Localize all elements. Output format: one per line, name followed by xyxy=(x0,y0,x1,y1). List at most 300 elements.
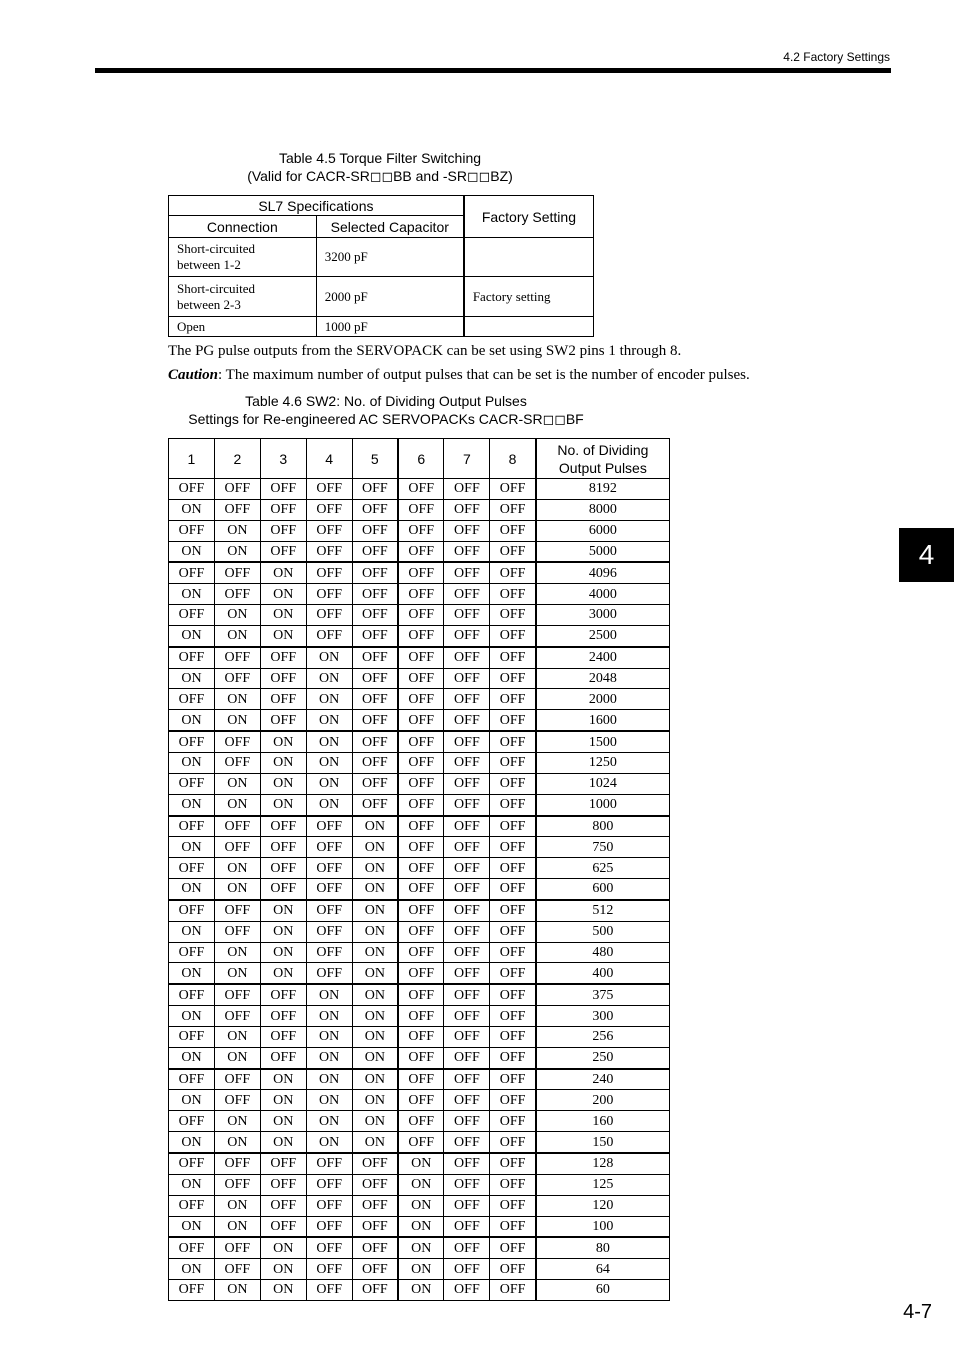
pulses-cell: 1500 xyxy=(536,731,670,752)
switch-cell: OFF xyxy=(444,942,490,963)
table-row xyxy=(169,520,670,541)
switch-cell: OFF xyxy=(169,731,215,752)
switch-cell: OFF xyxy=(398,794,444,815)
switch-cell: OFF xyxy=(306,858,352,879)
pulses-cell: 500 xyxy=(536,921,670,942)
switch-cell: ON xyxy=(352,984,398,1005)
pulses-cell: 160 xyxy=(536,1111,670,1132)
switch-cell: ON xyxy=(306,1090,352,1111)
switch-cell: ON xyxy=(306,731,352,752)
table-row xyxy=(169,562,670,583)
switch-cell: OFF xyxy=(444,1195,490,1216)
switch-cell: OFF xyxy=(444,668,490,689)
switch-cell: ON xyxy=(260,900,306,921)
switch-cell: OFF xyxy=(490,1237,536,1258)
switch-cell: OFF xyxy=(352,584,398,605)
pulses-cell: 64 xyxy=(536,1259,670,1280)
switch-cell: ON xyxy=(169,584,215,605)
switch-cell: ON xyxy=(214,794,260,815)
switch-cell: OFF xyxy=(260,858,306,879)
switch-cell: ON xyxy=(169,921,215,942)
switch-cell: OFF xyxy=(444,1174,490,1195)
switch-cell: OFF xyxy=(444,1237,490,1258)
switch-cell: OFF xyxy=(214,1259,260,1280)
pulses-cell: 125 xyxy=(536,1174,670,1195)
pulses-cell: 4096 xyxy=(536,562,670,583)
switch-cell: ON xyxy=(260,625,306,646)
pulses-cell: 80 xyxy=(536,1237,670,1258)
switch-cell: OFF xyxy=(490,1047,536,1068)
switch-cell: ON xyxy=(306,710,352,731)
pulses-cell: 128 xyxy=(536,1153,670,1174)
table-row xyxy=(169,837,670,858)
switch-cell: ON xyxy=(352,963,398,984)
switch-cell: OFF xyxy=(214,1174,260,1195)
switch-cell: OFF xyxy=(444,1153,490,1174)
switch-cell: ON xyxy=(214,520,260,541)
switch-cell: OFF xyxy=(444,773,490,794)
switch-cell: OFF xyxy=(398,499,444,520)
caution-paragraph xyxy=(168,367,750,384)
switch-cell: OFF xyxy=(490,773,536,794)
table-row xyxy=(169,816,670,837)
switch-cell: ON xyxy=(214,1216,260,1237)
switch-cell: OFF xyxy=(306,1237,352,1258)
switch-cell: OFF xyxy=(444,625,490,646)
switch-cell: OFF xyxy=(352,479,398,500)
switch-cell: ON xyxy=(169,1174,215,1195)
caution-text: : The maximum number of output pulses that can be set is the number of encoder pulses. xyxy=(218,367,750,383)
switch-cell: OFF xyxy=(169,1026,215,1047)
switch-cell: ON xyxy=(398,1259,444,1280)
switch-cell: ON xyxy=(260,1090,306,1111)
switch-cell: OFF xyxy=(444,879,490,900)
switch-cell: OFF xyxy=(398,900,444,921)
switch-cell: OFF xyxy=(490,921,536,942)
switch-cell: ON xyxy=(214,541,260,562)
switch-cell: OFF xyxy=(169,520,215,541)
switch-cell: ON xyxy=(169,710,215,731)
switch-cell: OFF xyxy=(352,794,398,815)
switch-cell: ON xyxy=(352,1132,398,1153)
switch-cell: ON xyxy=(352,837,398,858)
switch-cell: OFF xyxy=(490,1069,536,1090)
switch-cell: OFF xyxy=(444,1259,490,1280)
switch-cell: ON xyxy=(214,1047,260,1068)
switch-cell: ON xyxy=(352,879,398,900)
table-row xyxy=(169,921,670,942)
header-rule xyxy=(95,68,891,73)
switch-cell: OFF xyxy=(490,499,536,520)
switch-cell: ON xyxy=(260,1111,306,1132)
switch-cell: OFF xyxy=(444,1069,490,1090)
switch-cell: OFF xyxy=(169,1153,215,1174)
switch-cell: ON xyxy=(352,942,398,963)
switch-cell: OFF xyxy=(260,1026,306,1047)
table-row xyxy=(169,1280,670,1301)
pulses-cell: 200 xyxy=(536,1090,670,1111)
switch-cell: OFF xyxy=(260,879,306,900)
switch-cell: OFF xyxy=(169,1237,215,1258)
switch-cell: OFF xyxy=(398,858,444,879)
switch-cell: OFF xyxy=(169,900,215,921)
pulses-cell: 375 xyxy=(536,984,670,1005)
table-row xyxy=(169,1259,670,1280)
table-row xyxy=(169,479,670,500)
switch-cell: ON xyxy=(306,794,352,815)
table-row xyxy=(169,317,594,337)
switch-cell: ON xyxy=(169,499,215,520)
switch-cell: OFF xyxy=(260,541,306,562)
switch-cell: OFF xyxy=(444,1047,490,1068)
switch-cell: OFF xyxy=(169,605,215,626)
switch-cell: OFF xyxy=(398,584,444,605)
switch-cell: OFF xyxy=(352,1259,398,1280)
switch-cell: ON xyxy=(352,1006,398,1027)
switch-cell: ON xyxy=(169,752,215,773)
switch-cell: ON xyxy=(352,858,398,879)
switch-cell: OFF xyxy=(169,773,215,794)
switch-cell: OFF xyxy=(214,1153,260,1174)
switch-cell: ON xyxy=(214,689,260,710)
switch-cell: OFF xyxy=(490,1111,536,1132)
table45-caption-line1: Table 4.5 Torque Filter Switching xyxy=(278,150,482,166)
switch-cell: ON xyxy=(214,1111,260,1132)
switch-cell: OFF xyxy=(398,625,444,646)
header-connection: Connection xyxy=(169,216,317,238)
switch-cell: ON xyxy=(169,837,215,858)
switch-cell: ON xyxy=(169,1216,215,1237)
switch-cell: OFF xyxy=(490,520,536,541)
switch-cell: ON xyxy=(306,1069,352,1090)
switch-cell: OFF xyxy=(398,837,444,858)
table-row xyxy=(169,1111,670,1132)
switch-cell: OFF xyxy=(214,1090,260,1111)
header-pin-6: 6 xyxy=(398,439,444,479)
switch-cell: OFF xyxy=(306,1259,352,1280)
switch-cell: OFF xyxy=(490,1280,536,1301)
switch-cell: OFF xyxy=(490,584,536,605)
pulses-cell: 6000 xyxy=(536,520,670,541)
switch-cell: OFF xyxy=(306,921,352,942)
switch-cell: OFF xyxy=(444,1111,490,1132)
switch-cell: OFF xyxy=(260,499,306,520)
pulses-cell: 1024 xyxy=(536,773,670,794)
table-row xyxy=(169,1174,670,1195)
switch-cell: OFF xyxy=(490,816,536,837)
switch-cell: OFF xyxy=(352,1195,398,1216)
table-row xyxy=(169,668,670,689)
switch-cell: OFF xyxy=(306,499,352,520)
switch-cell: OFF xyxy=(444,816,490,837)
switch-cell: OFF xyxy=(306,605,352,626)
switch-cell: OFF xyxy=(214,479,260,500)
switch-cell: OFF xyxy=(490,689,536,710)
switch-cell: ON xyxy=(352,1026,398,1047)
table-row xyxy=(169,984,670,1005)
switch-cell: OFF xyxy=(490,1195,536,1216)
table46-caption-line1: Table 4.6 SW2: No. of Dividing Output Pulses xyxy=(245,393,527,409)
switch-cell: ON xyxy=(260,1280,306,1301)
switch-cell: ON xyxy=(260,752,306,773)
switch-cell: OFF xyxy=(214,668,260,689)
switch-cell: OFF xyxy=(306,1280,352,1301)
switch-cell: OFF xyxy=(490,1090,536,1111)
table-row xyxy=(169,1132,670,1153)
pulses-cell: 1600 xyxy=(536,710,670,731)
switch-cell: OFF xyxy=(260,710,306,731)
pulses-cell: 750 xyxy=(536,837,670,858)
switch-cell: OFF xyxy=(260,668,306,689)
pulses-cell: 256 xyxy=(536,1026,670,1047)
switch-cell: OFF xyxy=(444,541,490,562)
switch-cell: OFF xyxy=(444,900,490,921)
switch-cell: OFF xyxy=(352,731,398,752)
pulses-cell: 800 xyxy=(536,816,670,837)
switch-cell: OFF xyxy=(214,816,260,837)
switch-cell: OFF xyxy=(214,647,260,668)
table-row xyxy=(169,499,670,520)
switch-cell: OFF xyxy=(260,1216,306,1237)
switch-cell: OFF xyxy=(444,1026,490,1047)
switch-cell: ON xyxy=(398,1195,444,1216)
table-row xyxy=(169,942,670,963)
switch-cell: OFF xyxy=(444,984,490,1005)
switch-cell: ON xyxy=(398,1280,444,1301)
switch-cell: OFF xyxy=(214,752,260,773)
switch-cell: OFF xyxy=(352,1280,398,1301)
switch-cell: ON xyxy=(260,562,306,583)
switch-cell: OFF xyxy=(444,479,490,500)
table-row xyxy=(169,773,670,794)
switch-cell: ON xyxy=(169,1259,215,1280)
table-row xyxy=(169,1153,670,1174)
header-output-pulses: No. of Dividing Output Pulses xyxy=(536,439,670,479)
switch-cell: ON xyxy=(398,1237,444,1258)
pulses-cell: 3000 xyxy=(536,605,670,626)
switch-cell: OFF xyxy=(490,668,536,689)
switch-cell: OFF xyxy=(260,1006,306,1027)
switch-cell: ON xyxy=(169,1047,215,1068)
table-row xyxy=(169,625,670,646)
switch-cell: OFF xyxy=(352,1216,398,1237)
table-row xyxy=(169,794,670,815)
table-row xyxy=(169,1047,670,1068)
switch-cell: ON xyxy=(260,731,306,752)
switch-cell: ON xyxy=(306,1006,352,1027)
table-row xyxy=(169,1216,670,1237)
switch-cell: OFF xyxy=(490,858,536,879)
switch-cell: ON xyxy=(169,879,215,900)
header-pin-1: 1 xyxy=(169,439,215,479)
switch-cell: ON xyxy=(306,647,352,668)
switch-cell: OFF xyxy=(214,984,260,1005)
switch-cell: OFF xyxy=(444,731,490,752)
switch-cell: OFF xyxy=(490,541,536,562)
switch-cell: ON xyxy=(306,1047,352,1068)
table-row xyxy=(169,1006,670,1027)
switch-cell: ON xyxy=(352,1090,398,1111)
switch-cell: OFF xyxy=(490,963,536,984)
switch-cell: OFF xyxy=(352,1153,398,1174)
switch-cell: OFF xyxy=(444,1132,490,1153)
switch-cell: OFF xyxy=(306,479,352,500)
switch-cell: OFF xyxy=(260,1195,306,1216)
switch-cell: OFF xyxy=(352,689,398,710)
switch-cell: OFF xyxy=(398,1026,444,1047)
pulses-cell: 250 xyxy=(536,1047,670,1068)
pulses-cell: 512 xyxy=(536,900,670,921)
switch-cell: OFF xyxy=(352,562,398,583)
switch-cell: OFF xyxy=(444,710,490,731)
switch-cell: OFF xyxy=(398,816,444,837)
table-row xyxy=(169,752,670,773)
switch-cell: OFF xyxy=(444,689,490,710)
switch-cell: ON xyxy=(260,773,306,794)
switch-cell: OFF xyxy=(260,984,306,1005)
switch-cell: ON xyxy=(398,1153,444,1174)
switch-cell: ON xyxy=(169,963,215,984)
header-pin-4: 4 xyxy=(306,439,352,479)
switch-cell: OFF xyxy=(352,1174,398,1195)
switch-cell: OFF xyxy=(490,942,536,963)
switch-cell: ON xyxy=(214,858,260,879)
header-sl7-specifications: SL7 Specifications xyxy=(169,196,464,216)
table45-caption-line2: (Valid for CACR-SR◻◻BB and -SR◻◻BZ) xyxy=(247,168,513,184)
pulses-cell: 8192 xyxy=(536,479,670,500)
switch-cell: OFF xyxy=(398,879,444,900)
header-pin-5: 5 xyxy=(352,439,398,479)
switch-cell: ON xyxy=(214,1132,260,1153)
pulses-cell: 2500 xyxy=(536,625,670,646)
switch-cell: ON xyxy=(169,1090,215,1111)
switch-cell: ON xyxy=(214,1280,260,1301)
switch-cell: OFF xyxy=(490,752,536,773)
switch-cell: OFF xyxy=(398,668,444,689)
switch-cell: OFF xyxy=(398,984,444,1005)
switch-cell: OFF xyxy=(214,731,260,752)
switch-cell: ON xyxy=(169,794,215,815)
switch-cell: OFF xyxy=(444,858,490,879)
switch-cell: OFF xyxy=(169,479,215,500)
switch-cell: OFF xyxy=(352,668,398,689)
switch-cell: OFF xyxy=(306,879,352,900)
switch-cell: OFF xyxy=(260,816,306,837)
switch-cell: OFF xyxy=(490,1216,536,1237)
connection-cell: Short-circuited between 2-3 xyxy=(169,277,317,317)
switch-cell: ON xyxy=(214,625,260,646)
switch-cell: OFF xyxy=(214,1006,260,1027)
pulses-cell: 150 xyxy=(536,1132,670,1153)
pulses-cell: 60 xyxy=(536,1280,670,1301)
switch-cell: OFF xyxy=(214,837,260,858)
switch-cell: OFF xyxy=(260,520,306,541)
switch-cell: ON xyxy=(260,794,306,815)
switch-cell: OFF xyxy=(490,1026,536,1047)
switch-cell: OFF xyxy=(169,1195,215,1216)
switch-cell: OFF xyxy=(444,499,490,520)
switch-cell: OFF xyxy=(260,479,306,500)
table-row xyxy=(169,1237,670,1258)
switch-cell: OFF xyxy=(169,1111,215,1132)
switch-cell: OFF xyxy=(306,520,352,541)
switch-cell: OFF xyxy=(490,479,536,500)
pulses-cell: 240 xyxy=(536,1069,670,1090)
table46-caption-line2: Settings for Re-engineered AC SERVOPACKs CACR-SR◻◻BF xyxy=(188,411,584,427)
switch-cell: ON xyxy=(214,710,260,731)
switch-cell: OFF xyxy=(444,921,490,942)
switch-cell: ON xyxy=(260,921,306,942)
switch-cell: ON xyxy=(306,689,352,710)
switch-cell: OFF xyxy=(306,1216,352,1237)
switch-cell: OFF xyxy=(398,562,444,583)
switch-cell: OFF xyxy=(214,900,260,921)
switch-cell: OFF xyxy=(398,710,444,731)
factory-cell xyxy=(464,238,594,277)
switch-cell: OFF xyxy=(214,584,260,605)
switch-cell: ON xyxy=(306,984,352,1005)
switch-cell: OFF xyxy=(444,837,490,858)
switch-cell: OFF xyxy=(306,584,352,605)
switch-cell: OFF xyxy=(352,605,398,626)
switch-cell: ON xyxy=(306,1132,352,1153)
switch-cell: ON xyxy=(169,625,215,646)
switch-cell: ON xyxy=(260,584,306,605)
switch-cell: ON xyxy=(260,605,306,626)
switch-cell: OFF xyxy=(398,773,444,794)
switch-cell: OFF xyxy=(260,1174,306,1195)
switch-cell: OFF xyxy=(444,752,490,773)
switch-cell: OFF xyxy=(444,647,490,668)
switch-cell: OFF xyxy=(444,1090,490,1111)
switch-cell: OFF xyxy=(398,731,444,752)
table46-caption xyxy=(168,392,604,428)
switch-cell: OFF xyxy=(490,1006,536,1027)
switch-cell: OFF xyxy=(490,710,536,731)
pulses-cell: 480 xyxy=(536,942,670,963)
switch-cell: OFF xyxy=(490,1132,536,1153)
table-row xyxy=(169,1090,670,1111)
switch-cell: OFF xyxy=(398,942,444,963)
pulses-cell: 120 xyxy=(536,1195,670,1216)
switch-cell: OFF xyxy=(306,963,352,984)
switch-cell: OFF xyxy=(306,942,352,963)
switch-cell: ON xyxy=(260,1259,306,1280)
pulses-cell: 300 xyxy=(536,1006,670,1027)
switch-cell: OFF xyxy=(490,562,536,583)
pulses-cell: 600 xyxy=(536,879,670,900)
switch-cell: ON xyxy=(306,1111,352,1132)
switch-cell: ON xyxy=(306,773,352,794)
table-row xyxy=(169,710,670,731)
switch-cell: OFF xyxy=(398,1047,444,1068)
switch-cell: OFF xyxy=(352,625,398,646)
switch-cell: OFF xyxy=(352,647,398,668)
switch-cell: ON xyxy=(169,1006,215,1027)
pulses-cell: 1250 xyxy=(536,752,670,773)
switch-cell: OFF xyxy=(490,1259,536,1280)
switch-cell: OFF xyxy=(490,647,536,668)
switch-cell: ON xyxy=(214,942,260,963)
switch-cell: ON xyxy=(214,879,260,900)
table-row xyxy=(169,584,670,605)
pulses-cell: 400 xyxy=(536,963,670,984)
switch-cell: ON xyxy=(214,1195,260,1216)
switch-cell: OFF xyxy=(352,773,398,794)
switch-cell: OFF xyxy=(169,816,215,837)
switch-cell: OFF xyxy=(444,605,490,626)
factory-cell xyxy=(464,317,594,337)
